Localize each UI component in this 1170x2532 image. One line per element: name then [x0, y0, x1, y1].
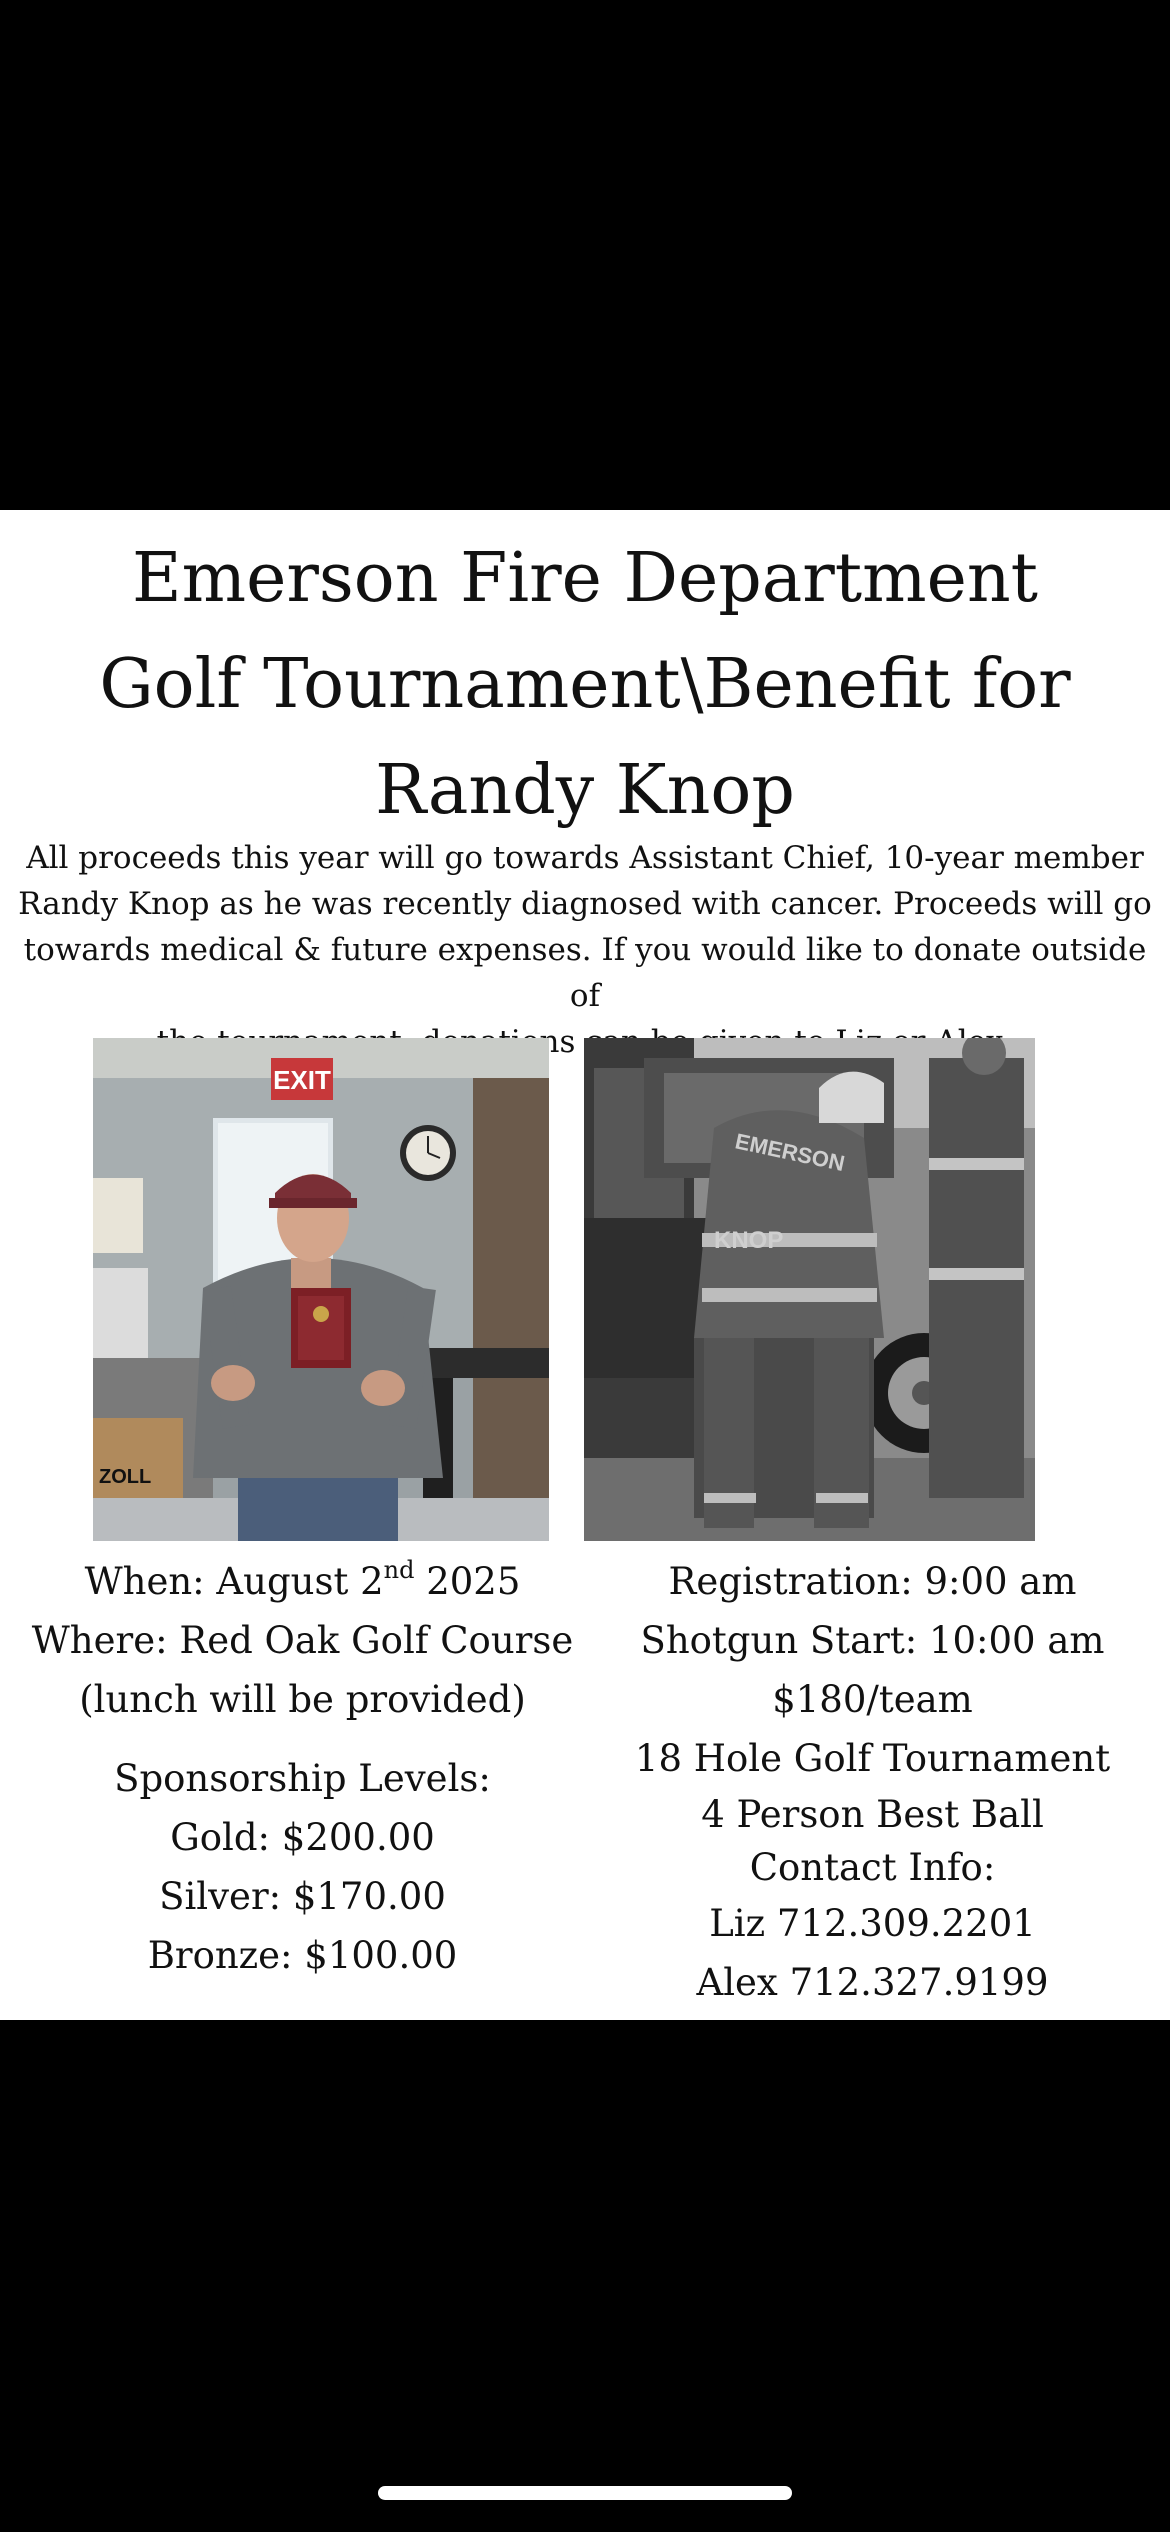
event-when-ordinal: nd — [383, 1556, 415, 1584]
intro-line-1: All proceeds this year will go towards Assistant Chief, 10-year member — [26, 840, 1144, 876]
photo-firefighters-vehicle-image — [584, 1038, 1035, 1541]
benefit-flyer — [0, 510, 1170, 2020]
shotgun-start-time: Shotgun Start: 10:00 am — [640, 1619, 1105, 1662]
tournament-details-column — [600, 1552, 1145, 2012]
flyer-title — [0, 526, 1170, 844]
event-lunch-note: (lunch will be provided) — [79, 1678, 526, 1721]
contact-heading: Contact Info: — [749, 1846, 996, 1889]
intro-paragraph — [10, 835, 1160, 1065]
team-format: 4 Person Best Ball — [701, 1793, 1044, 1836]
spacer — [20, 1729, 585, 1749]
event-where: Where: Red Oak Golf Course — [31, 1619, 574, 1662]
registration-time: Registration: 9:00 am — [668, 1560, 1077, 1603]
title-line-1: Emerson Fire Department — [132, 539, 1038, 618]
sponsorship-gold: Gold: $200.00 — [170, 1816, 435, 1859]
sponsorship-silver: Silver: $170.00 — [159, 1875, 446, 1918]
exit-sign-text: EXIT — [273, 1065, 331, 1095]
photo-man-with-plaque-image — [93, 1038, 549, 1541]
jacket-emerson-text: EMERSON — [732, 1128, 847, 1177]
intro-line-3: towards medical & future expenses. If you would like to donate outside of — [23, 932, 1147, 1014]
contact-liz: Liz 712.309.2201 — [709, 1902, 1036, 1945]
title-line-3: Randy Knop — [375, 751, 795, 830]
intro-line-2: Randy Knop as he was recently diagnosed with cancer. Proceeds will go — [18, 886, 1152, 922]
jacket-knop-text: KNOP — [714, 1227, 784, 1254]
sponsorship-bronze: Bronze: $100.00 — [147, 1934, 458, 1977]
photo-firefighters-vehicle — [584, 1038, 1035, 1541]
zoll-box-label: ZOLL — [99, 1466, 152, 1488]
contact-alex: Alex 712.327.9199 — [696, 1961, 1049, 2004]
event-info-column — [20, 1552, 585, 1985]
title-line-2: Golf Tournament\Benefit for — [99, 645, 1071, 724]
photo-man-with-plaque — [93, 1038, 549, 1541]
home-indicator[interactable] — [378, 2486, 792, 2500]
sponsorship-heading: Sponsorship Levels: — [114, 1757, 491, 1800]
tournament-format: 18 Hole Golf Tournament — [634, 1737, 1111, 1780]
event-when: When: August 2nd 2025 — [84, 1556, 521, 1603]
team-price: $180/team — [772, 1678, 973, 1721]
